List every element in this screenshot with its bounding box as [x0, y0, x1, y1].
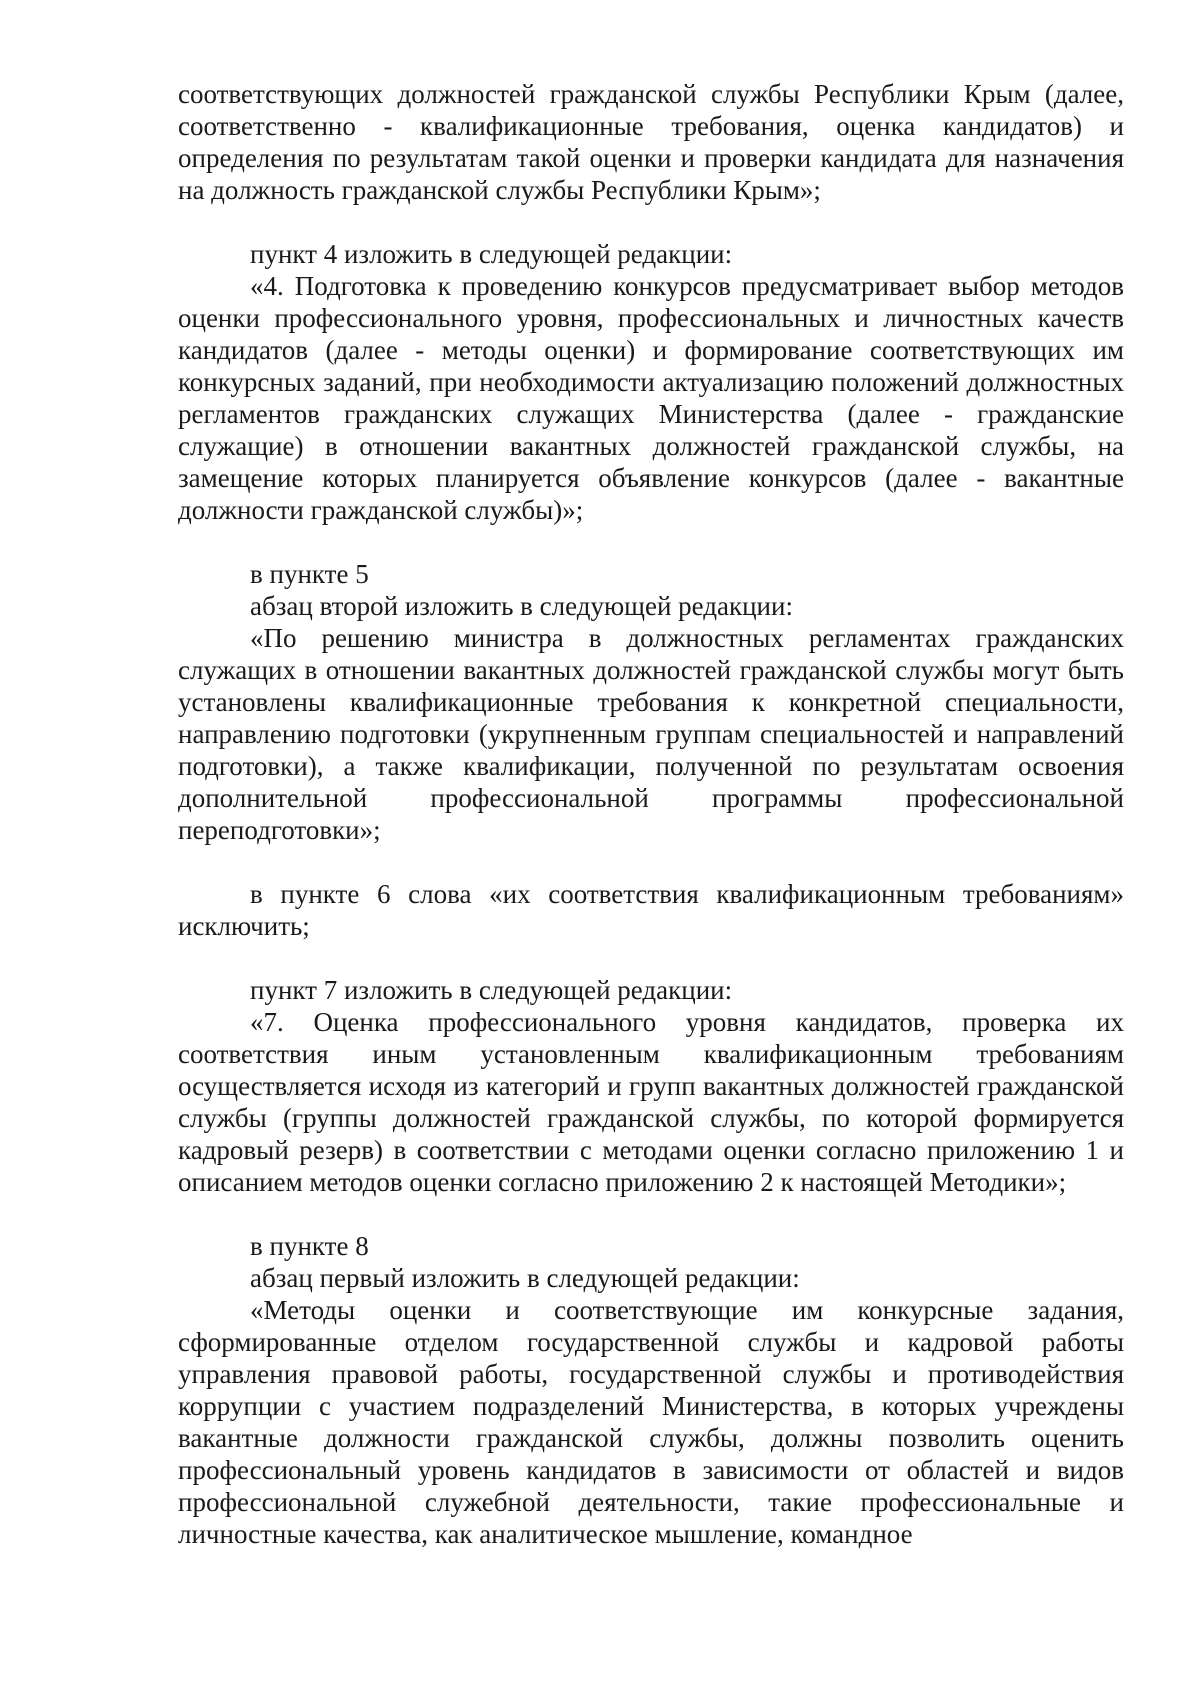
paragraph-continuation: соответствующих должностей гражданской службы Республики Крым (далее, соответственно - квалификационные требования, оценка кандидатов) и определения по результатам такой оценки и проверки кандидата для назначения на должность гражданской службы Республики Крым»;	[178, 79, 1124, 205]
paragraph-item-4-heading: пункт 4 изложить в следующей редакции:	[250, 239, 733, 269]
paragraph-item-5-subheading: абзац второй изложить в следующей редакции:	[250, 591, 793, 621]
paragraph-item-6: в пункте 6 слова «их соответствия квалификационным требованиям» исключить;	[178, 879, 1124, 941]
paragraph-item-5-heading: в пункте 5	[250, 559, 369, 589]
paragraph-item-7-text: «7. Оценка профессионального уровня кандидатов, проверка их соответствия иным установленным квалификационным требованиям осуществляется исходя из категорий и групп вакантных должностей гражданской службы (группы должностей гражданской службы, по которой формируется кадровый резерв) в соответствии с методами оценки согласно приложению 1 и описанием методов оценки согласно приложению 2 к настоящей Методики»;	[178, 1007, 1124, 1197]
paragraph-item-8-heading: в пункте 8	[250, 1231, 369, 1261]
paragraph-item-5-text: «По решению министра в должностных регламентах гражданских служащих в отношении вакантных должностей гражданской службы могут быть установлены квалификационные требования к конкретной специальности, направлению подготовки (укрупненным группам специальностей и направлений подготовки), а также квалификации, полученной по результатам освоения дополнительной профессиональной программы профессиональной переподготовки»;	[178, 623, 1124, 845]
paragraph-item-7-heading: пункт 7 изложить в следующей редакции:	[250, 975, 733, 1005]
paragraph-item-4-text: «4. Подготовка к проведению конкурсов предусматривает выбор методов оценки профессионального уровня, профессиональных и личностных качеств кандидатов (далее - методы оценки) и формирование соответствующих им конкурсных заданий, при необходимости актуализацию положений должностных регламентов гражданских служащих Министерства (далее - гражданские служащие) в отношении вакантных должностей гражданской службы, на замещение которых планируется объявление конкурсов (далее - вакантные должности гражданской службы)»;	[178, 271, 1124, 525]
paragraph-item-8-text: «Методы оценки и соответствующие им конкурсные задания, сформированные отделом государственной службы и кадровой работы управления правовой работы, государственной службы и противодействия коррупции с участием подразделений Министерства, в которых учреждены вакантные должности гражданской службы, должны позволить оценить профессиональный уровень кандидатов в зависимости от областей и видов профессиональной служебной деятельности, такие профессиональные и личностные качества, как аналитическое мышление, командное	[178, 1295, 1124, 1549]
paragraph-item-8-subheading: абзац первый изложить в следующей редакции:	[250, 1263, 800, 1293]
document-body	[178, 78, 1124, 1550]
